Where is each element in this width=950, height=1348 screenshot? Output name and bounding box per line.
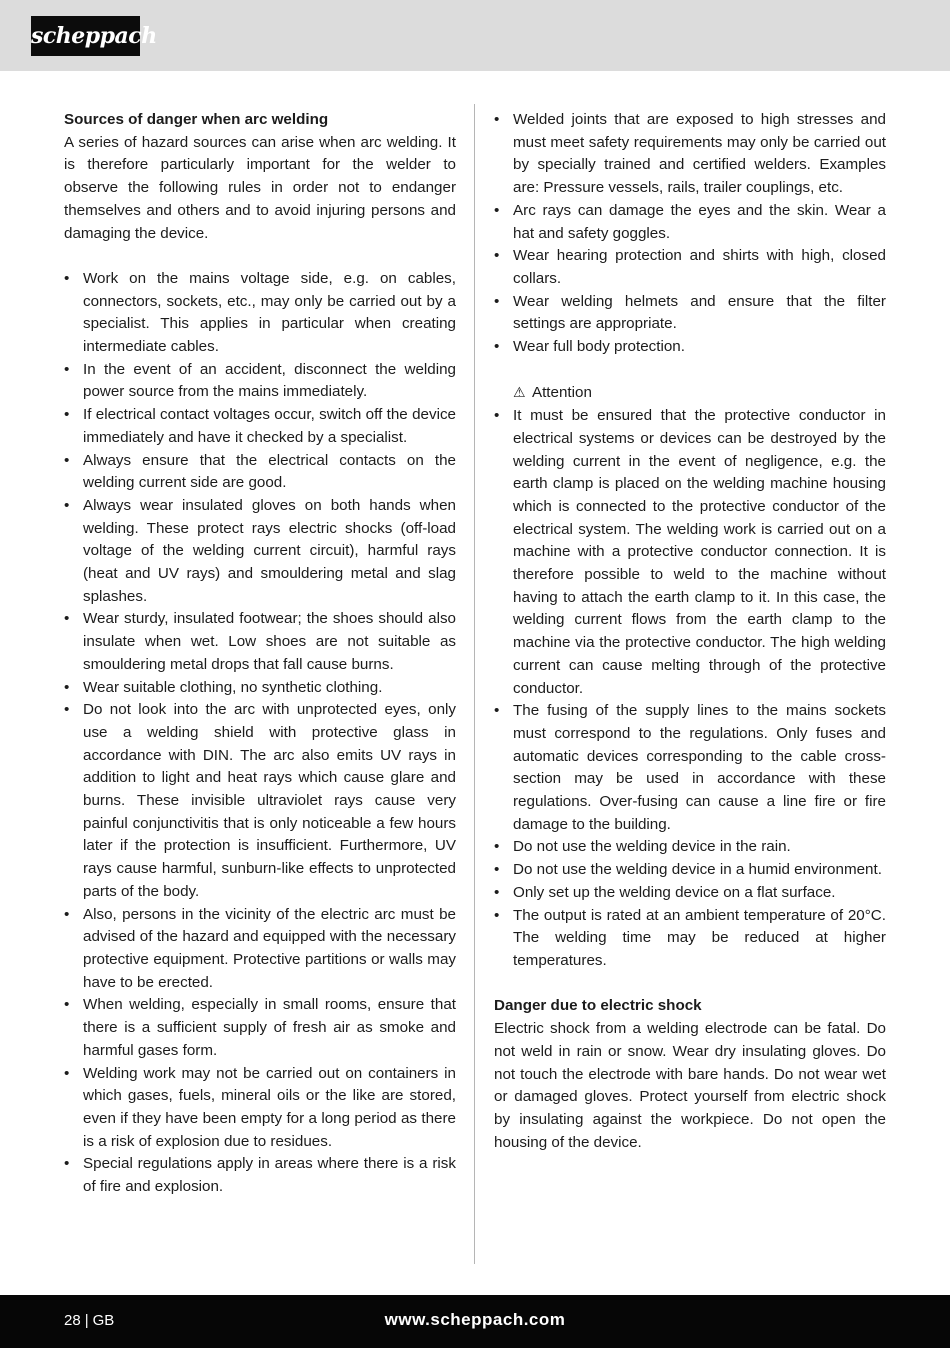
bullet-icon: • bbox=[494, 861, 500, 879]
left-bullet-list bbox=[64, 268, 456, 1199]
bullet-icon: • bbox=[494, 201, 500, 219]
bullet-icon: • bbox=[64, 1155, 70, 1173]
bullet-icon: • bbox=[64, 406, 70, 424]
right-column bbox=[494, 109, 886, 1154]
language-code: GB bbox=[92, 1312, 115, 1329]
list-item bbox=[64, 268, 456, 359]
bullet-icon: • bbox=[64, 701, 70, 719]
page-header bbox=[0, 0, 950, 71]
list-item bbox=[64, 904, 456, 995]
list-item-text: In the event of an accident, disconnect the welding power source from the mains immediately. bbox=[83, 360, 456, 401]
list-item-text: Wear full body protection. bbox=[513, 338, 685, 356]
list-item bbox=[64, 608, 456, 676]
bullet-icon: • bbox=[494, 407, 500, 425]
list-item bbox=[64, 404, 456, 449]
spacer bbox=[64, 245, 456, 268]
bullet-icon: • bbox=[64, 451, 70, 469]
list-item bbox=[64, 495, 456, 609]
list-item bbox=[494, 882, 886, 905]
intro-paragraph: A series of hazard sources can arise when arc welding. It is therefore particularly important for the welder to observe the following rules in order not to endanger themselves and others and to avoid injuring persons and damaging the device. bbox=[64, 133, 456, 242]
bullet-icon: • bbox=[494, 838, 500, 856]
list-item-text: Wear hearing protection and shirts with high, closed collars. bbox=[513, 247, 886, 287]
list-item-text: Also, persons in the vicinity of the electric arc must be advised of the hazard and equipped with the necessary protective equipment. Protective partitions or walls may have to be erected. bbox=[83, 905, 456, 991]
bullet-icon: • bbox=[494, 338, 500, 356]
bullet-icon: • bbox=[494, 111, 500, 128]
bullet-icon: • bbox=[64, 360, 70, 378]
list-item bbox=[64, 359, 456, 404]
list-item bbox=[494, 405, 886, 700]
bullet-icon: • bbox=[64, 496, 70, 514]
warning-icon: ⚠ bbox=[513, 384, 526, 401]
bullet-icon: • bbox=[494, 883, 500, 901]
right-bullet-list bbox=[494, 109, 886, 359]
bullet-icon: • bbox=[494, 906, 500, 924]
electric-shock-paragraph: Electric shock from a welding electrode can be fatal. Do not weld in rain or snow. Wear dry insulating gloves. Do not touch the electrode with bare hands. Do not wear wet or damaged gloves. Protect yourself from electric shock by insulating against the workpiece. Do not open the housing of the device. bbox=[494, 1020, 886, 1151]
list-item bbox=[494, 905, 886, 973]
list-item-text: Do not use the welding device in the rain. bbox=[513, 838, 791, 856]
left-column bbox=[64, 109, 456, 1199]
list-item-text: Always ensure that the electrical contacts on the welding current side are good. bbox=[83, 451, 456, 492]
bullet-icon: • bbox=[64, 1064, 70, 1082]
website-link[interactable]: www.scheppach.com bbox=[384, 1310, 566, 1329]
list-item bbox=[494, 859, 886, 882]
list-item bbox=[494, 291, 886, 336]
list-item-text: Do not look into the arc with unprotected eyes, only use a welding shield with protective glass in accordance with DIN. The arc also emits UV rays in addition to light and heat rays which cause glare and burns. These invisible ultraviolet rays cause very painful conjunctivitis that is only noticeable a few hours later if the protection is insufficient. Furthermore, UV rays cause harmful, sunburn-like effects to unprotected parts of the body. bbox=[83, 701, 456, 900]
list-item bbox=[64, 677, 456, 700]
list-item bbox=[494, 336, 886, 359]
bullet-icon: • bbox=[64, 269, 70, 287]
page-number: 28 bbox=[64, 1312, 81, 1329]
list-item bbox=[64, 1063, 456, 1154]
list-item-text: Welded joints that are exposed to high stresses and must meet safety requirements may only be carried out by specially trained and certified welders. Examples are: Pressure vessels, rails, trailer couplings, etc. bbox=[513, 111, 886, 197]
list-item bbox=[64, 450, 456, 495]
bullet-icon: • bbox=[64, 610, 70, 628]
list-item bbox=[64, 1153, 456, 1198]
list-item-text: Always wear insulated gloves on both hands when welding. These protect rays electric shocks (off-load voltage of the welding current circuit), harmful rays (heat and UV rays) and smouldering metal and slag splashes. bbox=[83, 496, 456, 605]
spacer bbox=[494, 973, 886, 996]
list-item bbox=[494, 700, 886, 836]
list-item bbox=[494, 836, 886, 859]
list-item bbox=[494, 200, 886, 245]
list-item-text: Welding work may not be carried out on containers in which gases, fuels, mineral oils or the like are stored, even if they have been empty for a long period as there is a risk of explosion due to residues. bbox=[83, 1064, 456, 1150]
bullet-icon: • bbox=[494, 702, 500, 720]
attention-text: Attention bbox=[531, 384, 592, 402]
list-item-text: Wear welding helmets and ensure that the filter settings are appropriate. bbox=[513, 292, 886, 333]
list-item-text: Only set up the welding device on a flat surface. bbox=[513, 883, 836, 901]
page-separator: | bbox=[84, 1312, 89, 1329]
list-item-text: The output is rated at an ambient temperature of 20°C. The welding time may be reduced at higher temperatures. bbox=[513, 906, 886, 969]
list-item bbox=[64, 699, 456, 903]
list-item bbox=[64, 994, 456, 1062]
list-item-text: Special regulations apply in areas where there is a risk of fire and explosion. bbox=[83, 1155, 456, 1196]
list-item bbox=[494, 245, 886, 290]
bullet-icon: • bbox=[64, 996, 70, 1014]
bullet-icon: • bbox=[494, 292, 500, 310]
list-item-text: When welding, especially in small rooms, ensure that there is a sufficient supply of fresh air as smoke and harmful gases form. bbox=[83, 996, 456, 1059]
list-item-text: It must be ensured that the protective conductor in electrical systems or devices can be destroyed by the welding current in the event of negligence, e.g. the earth clamp is placed on the welding machine housing which is connected to the protective conductor of the electrical system. The welding work is carried out on a machine with a protective conductor connection. It is therefore possible to weld to the machine without having to attach the earth clamp to it. In this case, the welding current flows from the earth clamp to the machine via the protective conductor. The high welding current can cause melting through of the protective conductor. bbox=[513, 407, 886, 697]
section-heading-arc-welding: Sources of danger when arc welding bbox=[64, 111, 329, 128]
attention-label bbox=[494, 381, 886, 405]
list-item-text: Work on the mains voltage side, e.g. on cables, connectors, sockets, etc., may only be carried out by a specialist. This applies in particular when creating intermediate cables. bbox=[83, 269, 456, 356]
bullet-icon: • bbox=[64, 905, 70, 923]
list-item-text: Do not use the welding device in a humid environment. bbox=[513, 861, 882, 879]
bullet-icon: • bbox=[494, 247, 500, 265]
list-item-text: Wear suitable clothing, no synthetic clothing. bbox=[83, 678, 383, 696]
bullet-icon: • bbox=[64, 678, 70, 696]
section-heading-electric-shock: Danger due to electric shock bbox=[494, 997, 702, 1015]
list-item-text: The fusing of the supply lines to the mains sockets must correspond to the regulations. Only fuses and automatic devices corresponding to the cable cross-section may be used in accordance with these regulations. Over-fusing can cause a line fire or fire damage to the building. bbox=[513, 702, 886, 833]
list-item-text: Wear sturdy, insulated footwear; the shoes should also insulate when wet. Low shoes are not suitable as smouldering metal drops that fall cause burns. bbox=[83, 610, 456, 673]
spacer bbox=[494, 359, 886, 382]
column-divider bbox=[474, 104, 475, 1264]
attention-bullet-list bbox=[494, 405, 886, 973]
page-footer bbox=[0, 1295, 950, 1348]
scheppach-logo: scheppach bbox=[31, 16, 140, 56]
list-item bbox=[494, 109, 886, 200]
list-item-text: Arc rays can damage the eyes and the skin. Wear a hat and safety goggles. bbox=[513, 201, 886, 242]
list-item-text: If electrical contact voltages occur, switch off the device immediately and have it checked by a specialist. bbox=[83, 406, 456, 446]
